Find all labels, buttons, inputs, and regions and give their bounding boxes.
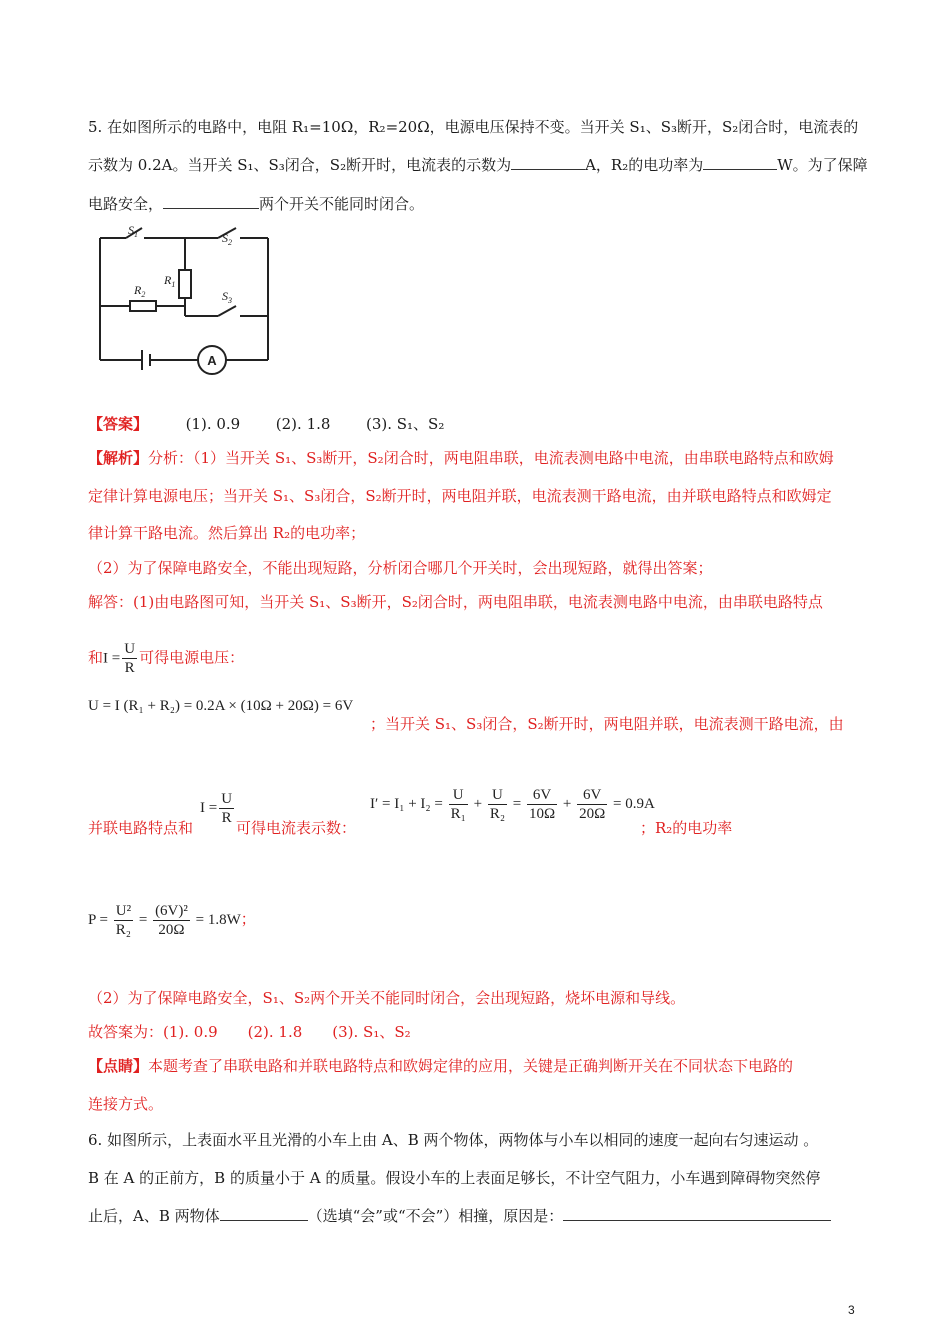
question-number: 6. <box>88 1131 103 1149</box>
resistor-r1 <box>179 270 191 298</box>
svg-text:R1: $R_1$ <box>164 273 176 289</box>
fraction-denominator: R₂ <box>115 922 132 938</box>
analysis-line-10: 故答案为：(1). 0.9 (2). 1.8 (3). S₁、S₂ <box>88 1023 411 1041</box>
fraction-numerator: U <box>488 786 507 805</box>
fraction-numerator: U² <box>115 903 132 919</box>
analysis-line-8c: ；R₂的电功率 <box>640 819 733 837</box>
svg-text:S1: $S_1$ <box>128 223 138 239</box>
plus-sign: + <box>562 795 572 812</box>
svg-text:S2: $S_2$ <box>222 231 232 247</box>
analysis-line-3: 律计算干路电流。然后算出 R₂的电功率； <box>88 524 366 542</box>
plus-sign: + <box>473 795 483 812</box>
ammeter-label: A <box>207 353 217 368</box>
analysis-line-5: 解答：(1)由电路图可知，当开关 S₁、S₃断开，S₂闭合时，两电阻串联，电流表测电路中电流，由串联电路特点 <box>88 593 823 611</box>
formula-lhs: I = <box>200 799 218 816</box>
label-r1: R <box>164 273 172 287</box>
analysis-line-9: （2）为了保障电路安全，S₁、S₂两个开关不能同时闭合，会出现短路，烧坏电源和导线。 <box>88 989 686 1007</box>
fraction-numerator: U <box>449 786 468 805</box>
svg-text:S3: $S_3$ <box>222 289 232 305</box>
question-text: 示数为 0.2A。当开关 S₁、S₃闭合，S₂断开时，电流表的示数为 <box>88 156 512 174</box>
equation-voltage: U = I (R₁ + R₂) = 0.2A × (10Ω + 20Ω) = 6V <box>88 698 354 714</box>
label-r2: R <box>134 283 142 297</box>
question-5-line-1 <box>88 117 858 137</box>
label-s2: S <box>222 231 228 245</box>
formula-ohm-2 <box>200 790 236 827</box>
fraction-denominator: 20Ω <box>579 806 606 822</box>
equals-sign: = <box>512 795 522 812</box>
question-text: 如图所示，上表面水平且光滑的小车上由 A、B 两个物体，两物体与小车以相同的速度一起向右匀速运动 。 <box>107 1131 819 1149</box>
answer-2: (2). 1.8 <box>275 415 331 433</box>
equals-sign: = <box>138 911 148 928</box>
fraction-numerator: 6V <box>527 786 557 805</box>
question-6-line-2: B 在 A 的正前方，B 的质量小于 A 的质量。假设小车的上表面足够长，不计空气阻力，小车遇到障碍物突然停 <box>88 1169 821 1187</box>
answer-line <box>88 414 444 434</box>
fraction-denominator: 10Ω <box>529 806 556 822</box>
answer-blank[interactable] <box>220 1206 308 1221</box>
question-text: 止后，A、B 两物体 <box>88 1207 220 1225</box>
equation-result: = 1.8W <box>195 911 241 928</box>
fraction-numerator: (6V)² <box>155 903 188 919</box>
answer-3: (3). S₁、S₂ <box>365 415 445 433</box>
fraction-u-over-r <box>122 640 137 677</box>
question-text: 两个开关不能同时闭合。 <box>259 195 425 213</box>
analysis-line-2: 定律计算电源电压；当开关 S₁、S₃闭合，S₂断开时，两电阻并联，电流表测干路电流，由并联电路特点和欧姆定 <box>88 487 832 505</box>
dianjing-line-2: 连接方式。 <box>88 1095 164 1113</box>
question-5-line-2 <box>88 155 868 175</box>
question-text: （选填“会”或“不会”）相撞，原因是： <box>307 1207 564 1225</box>
equation-current <box>370 786 655 823</box>
fraction-u-over-r <box>219 790 234 827</box>
equation-power <box>88 902 256 939</box>
analysis-line-8b: 可得电流表示数： <box>236 819 357 837</box>
answer-blank[interactable] <box>511 155 585 170</box>
analysis-text: 分析：（1）当开关 S₁、S₃断开，S₂闭合时，两电阻串联，电流表测电路中电流，由串联电路特点和欧姆 <box>148 449 834 467</box>
question-5-line-3 <box>88 194 424 214</box>
analysis-line-4: （2）为了保障电路安全，不能出现短路，分析闭合哪几个开关时，会出现短路，就得出答案； <box>88 559 713 577</box>
switch-s3 <box>218 306 236 316</box>
analysis-line-7: ；当开关 S₁、S₃闭合，S₂断开时，两电阻并联，电流表测干路电流，由 <box>370 715 844 733</box>
analysis-text: 可得电源电压： <box>139 648 245 667</box>
equation-result: = 0.9A <box>613 795 655 812</box>
question-6-line-3 <box>88 1206 831 1226</box>
label-s1: S <box>128 223 134 237</box>
circuit-diagram <box>90 220 280 380</box>
formula-ohm: I = <box>103 650 121 667</box>
fraction-numerator: 6V <box>577 786 607 805</box>
fraction-denominator: R₂ <box>489 806 506 822</box>
fraction-denominator: 20Ω <box>158 922 185 938</box>
answer-blank[interactable] <box>563 1206 831 1221</box>
fraction-denominator: R <box>221 810 232 826</box>
label-s3: S <box>222 289 228 303</box>
question-text: 电路安全， <box>88 195 164 213</box>
fraction-denominator: R₁ <box>450 806 466 822</box>
page-number: 3 <box>848 1303 855 1317</box>
analysis-line-6 <box>88 640 244 677</box>
question-text: A，R₂的电功率为 <box>585 156 704 174</box>
dianjing-line-1 <box>88 1056 793 1076</box>
analysis-tag: 【解析】 <box>88 449 149 467</box>
fraction-numerator: U <box>124 641 136 657</box>
equation-lhs: I′ = I₁ + I₂ = <box>370 795 443 812</box>
answer-tag: 【答案】 <box>88 415 149 433</box>
question-text: W。为了保障 <box>777 156 868 174</box>
fraction-numerator: U <box>221 791 233 807</box>
answer-blank[interactable] <box>703 155 777 170</box>
svg-text:R2: $R_2$ <box>134 283 146 299</box>
resistor-r2 <box>130 301 156 311</box>
question-6-line-1 <box>88 1130 818 1150</box>
analysis-line-1 <box>88 448 834 468</box>
answer-1: (1). 0.9 <box>185 415 241 433</box>
question-number: 5. <box>88 118 103 136</box>
question-text: 在如图所示的电路中，电阻 R₁=10Ω，R₂=20Ω，电源电压保持不变。当开关 S₁、S₃断开，S₂闭合时，电流表的 <box>107 118 859 136</box>
dianjing-tag: 【点睛】 <box>88 1057 149 1075</box>
analysis-text: 和 <box>88 648 104 667</box>
equation-lhs: P = <box>88 911 108 928</box>
punctuation: ； <box>240 911 256 928</box>
fraction-denominator: R <box>124 660 135 676</box>
dianjing-text: 本题考查了串联电路和并联电路特点和欧姆定律的应用，关键是正确判断开关在不同状态下电路的 <box>148 1057 794 1075</box>
analysis-line-8a: 并联电路特点和 <box>88 819 194 837</box>
answer-blank[interactable] <box>163 194 259 209</box>
